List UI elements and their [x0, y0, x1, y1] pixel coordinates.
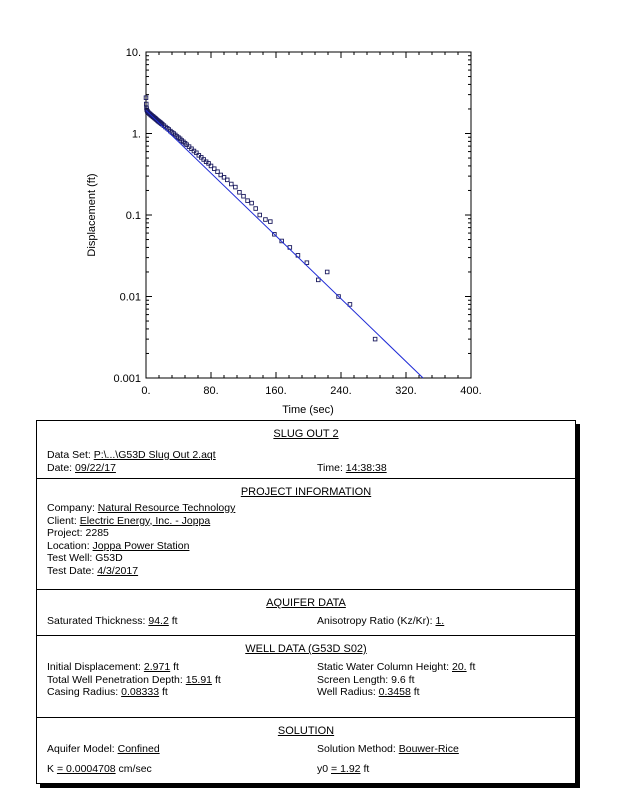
well-radius-label: Well Radius: [317, 686, 376, 698]
saturated-thickness-unit: ft [171, 615, 178, 627]
initial-displacement-value: 2.971 [143, 661, 171, 673]
aquifer-data-section [37, 590, 575, 636]
data-point [234, 185, 238, 189]
client-label: Client: [47, 514, 77, 527]
anisotropy-label: Anisotropy Ratio (Kz/Kr): [317, 615, 433, 627]
x-tick-label: 400. [460, 385, 482, 397]
data-point [230, 182, 234, 186]
time-label: Time: [317, 461, 343, 474]
axis-ticks [146, 52, 471, 378]
solution-method-value: Bouwer-Rice [398, 743, 459, 755]
saturated-thickness-value: 94.2 [148, 615, 169, 627]
well-radius-unit: ft [413, 686, 420, 698]
penetration-depth-unit: ft [214, 673, 221, 686]
y-tick-label: 1. [131, 128, 141, 141]
location-label: Location: [47, 539, 90, 552]
plot-area-frame [146, 52, 471, 378]
data-point [373, 337, 377, 341]
solution-method-label: Solution Method: [317, 743, 396, 755]
date-label: Date: [47, 461, 73, 474]
well-radius-value: 0.3458 [378, 686, 411, 698]
company-value: Natural Resource Technology [97, 502, 236, 514]
aquifer-model-label: Aquifer Model: [47, 743, 115, 755]
casing-radius-unit: ft [162, 686, 168, 698]
project-label: Project: [47, 527, 83, 539]
k-label: K [47, 762, 55, 775]
solution-section-title: SOLUTION [277, 725, 335, 737]
y-tick-labels [113, 47, 141, 385]
y-tick-label: 0.1 [125, 210, 141, 222]
aquifer-section-title: AQUIFER DATA [266, 597, 346, 609]
test-date-label: Test Date: [47, 564, 95, 577]
x-tick-label: 0. [141, 385, 151, 397]
screen-length-value: 9.6 [391, 673, 406, 686]
x-tick-label: 80. [203, 385, 219, 397]
anisotropy-value: 1. [435, 615, 445, 627]
location-value: Joppa Power Station [92, 539, 190, 552]
static-water-column-label: Static Water Column Height: [317, 661, 450, 673]
time-value: 14:38:38 [345, 461, 387, 474]
k-value: = 0.0004708 [56, 762, 116, 775]
client-value: Electric Energy, Inc. - Joppa [79, 514, 211, 527]
x-tick-labels [141, 385, 481, 397]
x-tick-label: 160. [265, 385, 287, 397]
initial-displacement-label: Initial Displacement: [47, 661, 141, 673]
data-set-value: P:\...\G53D Slug Out 2.aqt [93, 449, 216, 461]
y-axis-label: Displacement (ft) [86, 173, 98, 257]
x-axis-label: Time (sec) [282, 404, 334, 416]
y-tick-label: 0.01 [119, 291, 141, 304]
data-point [250, 201, 254, 205]
report-panel [36, 420, 576, 784]
x-tick-label: 240. [330, 385, 352, 397]
data-point [269, 220, 273, 224]
y0-value: = 1.92 [331, 762, 361, 775]
y-tick-label: 0.001 [113, 373, 141, 385]
project-information-section [37, 479, 575, 590]
data-point [254, 207, 258, 211]
project-value: 2285 [85, 527, 109, 539]
penetration-depth-value: 15.91 [185, 673, 213, 686]
data-point [258, 213, 262, 217]
company-label: Company: [47, 502, 95, 514]
data-set-label: Data Set: [47, 449, 91, 461]
y0-unit: ft [363, 762, 370, 775]
screen-length-label: Screen Length: [317, 673, 389, 686]
casing-radius-value: 0.08333 [121, 686, 160, 698]
project-section-title: PROJECT INFORMATION [240, 486, 372, 498]
x-tick-label: 320. [395, 385, 417, 397]
y0-label: y0 [317, 762, 329, 775]
test-date-value: 4/3/2017 [97, 564, 139, 577]
solution-section [37, 718, 575, 783]
data-point [325, 270, 329, 274]
date-value: 09/22/17 [75, 461, 116, 474]
data-point [246, 199, 250, 203]
y-tick-label: 10. [125, 47, 141, 59]
well-data-section [37, 636, 575, 718]
screen-length-unit: ft [408, 673, 415, 686]
fit-line [146, 110, 423, 378]
report-title: SLUG OUT 2 [273, 428, 339, 440]
initial-displacement-unit: ft [173, 661, 179, 673]
saturated-thickness-label: Saturated Thickness: [47, 615, 146, 627]
casing-radius-label: Casing Radius: [47, 686, 119, 698]
test-well-value: G53D [95, 552, 123, 564]
static-water-column-value: 20. [452, 661, 467, 673]
aquifer-model-value: Confined [117, 743, 160, 755]
well-section-title: WELL DATA (G53D S02) [245, 643, 367, 655]
penetration-depth-label: Total Well Penetration Depth: [47, 673, 183, 686]
test-well-label: Test Well: [47, 552, 93, 564]
report-header-section [37, 421, 575, 479]
data-points [144, 96, 377, 341]
static-water-column-unit: ft [469, 661, 476, 673]
data-point [238, 190, 242, 194]
k-unit: cm/sec [118, 762, 152, 775]
data-point [264, 218, 268, 222]
data-point [242, 194, 246, 198]
